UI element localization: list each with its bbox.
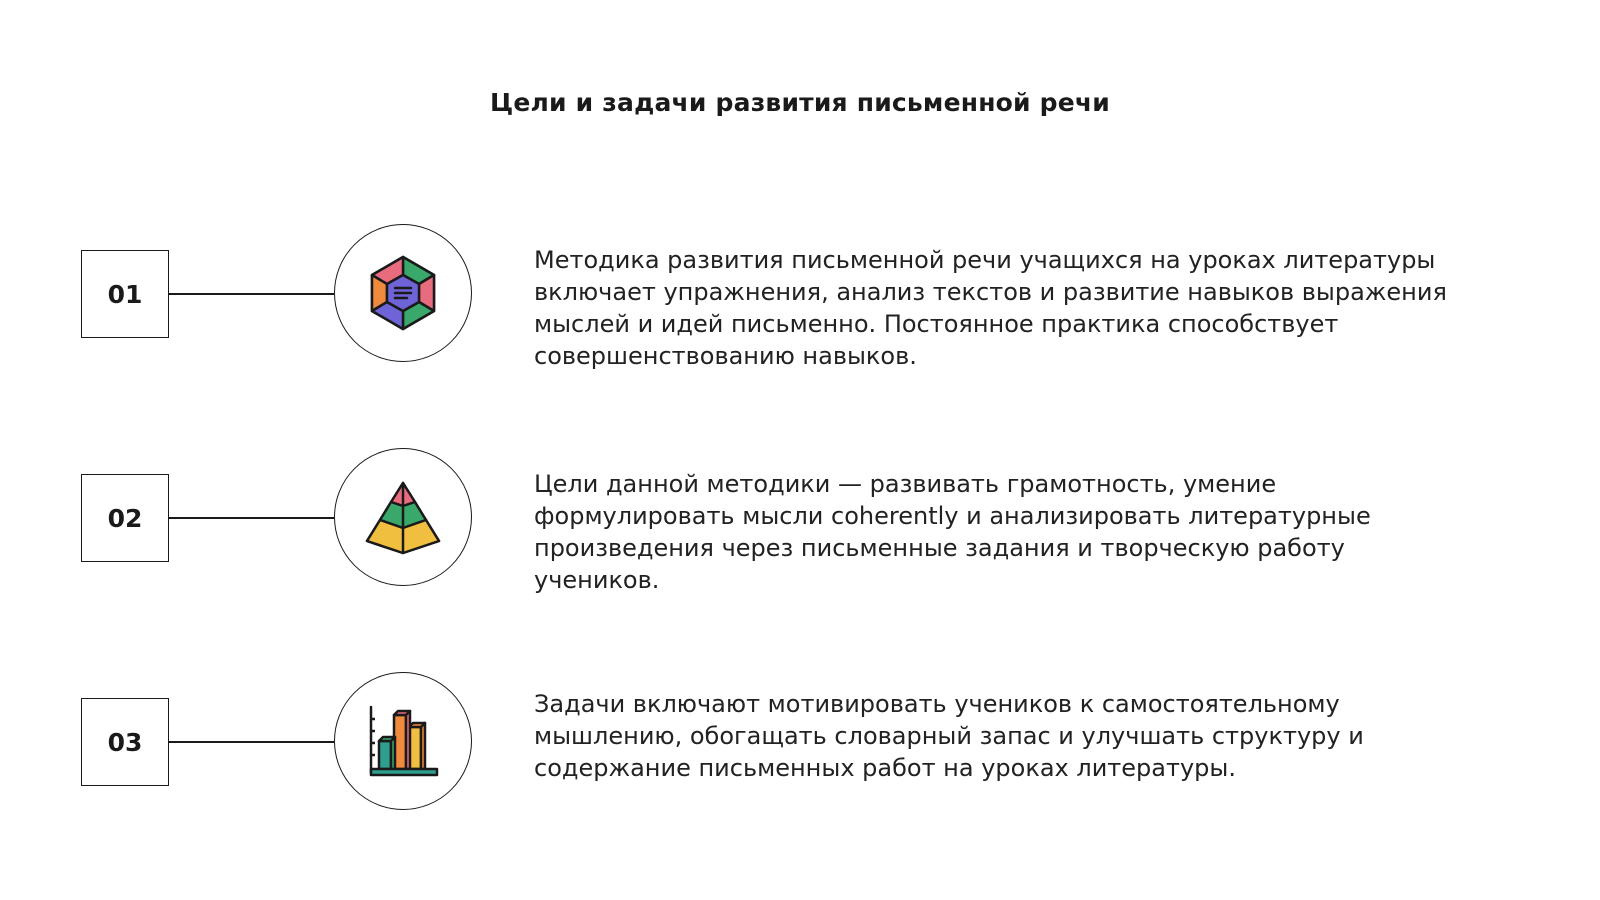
item-row-1 [0, 224, 1600, 370]
icon-circle [334, 672, 472, 810]
item-description: Цели данной методики — развивать грамотность, умение формулировать мысли coherently и анализировать литературные произведения через письменные задания и творческую работу учеников. [534, 470, 1371, 594]
icon-circle [334, 224, 472, 362]
slide-title: Цели и задачи развития письменной речи [489, 88, 1110, 117]
item-number-box: 01 [81, 250, 169, 338]
connector-line [169, 293, 334, 295]
item-number-box: 03 [81, 698, 169, 786]
bar-chart-icon [363, 701, 443, 781]
pyramid-icon [363, 477, 443, 557]
item-row-2 [0, 448, 1600, 594]
connector-line [169, 741, 334, 743]
icon-circle [334, 448, 472, 586]
connector-line [169, 517, 334, 519]
item-row-3 [0, 672, 1600, 812]
hexagon-icon [363, 253, 443, 333]
item-description: Методика развития письменной речи учащихся на уроках литературы включает упражнения, анализ текстов и развитие навыков выражения мыслей и идей письменно. Постоянное практика способствует совершенствованию навыков. [534, 246, 1447, 370]
item-description: Задачи включают мотивировать учеников к самостоятельному мышлению, обогащать словарный запас и улучшать структуру и содержание письменных работ на уроках литературы. [534, 690, 1364, 782]
item-number-box: 02 [81, 474, 169, 562]
